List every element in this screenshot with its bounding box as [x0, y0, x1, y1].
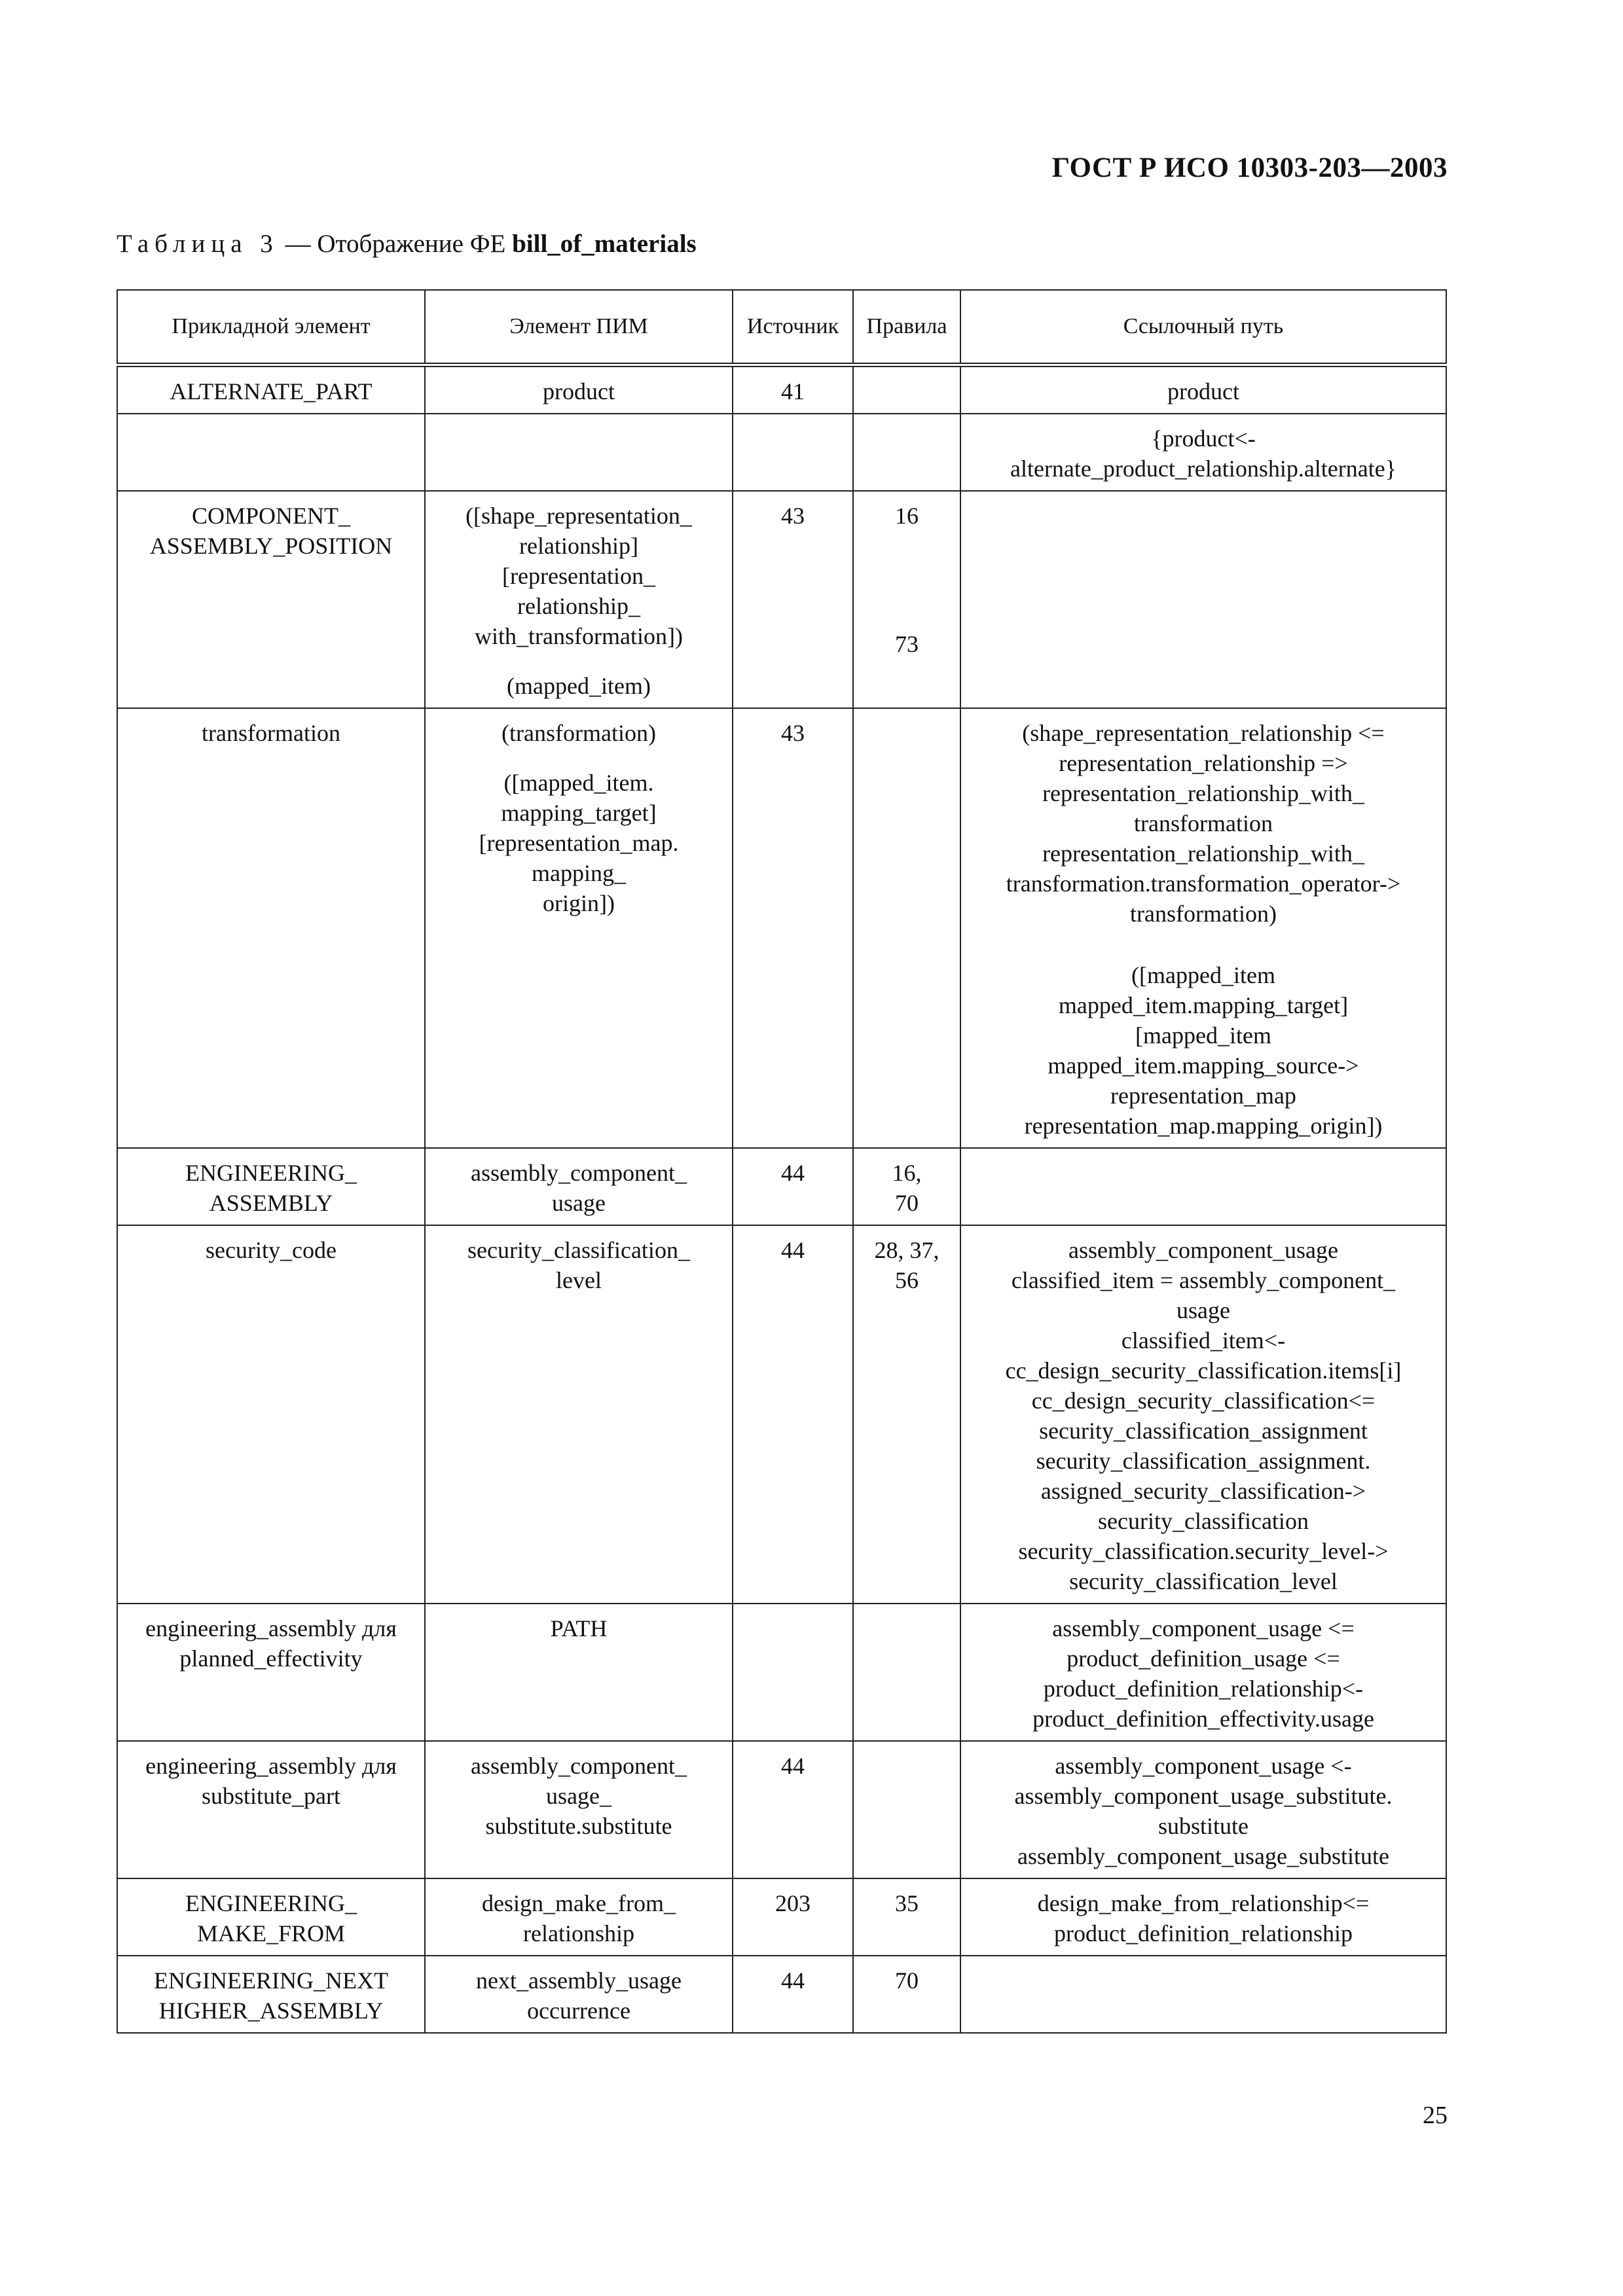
cell-line: {product<-: [1151, 425, 1256, 452]
cell-line: 44: [781, 1237, 805, 1263]
cell-line: 44: [781, 1753, 805, 1779]
cell-line: transformation): [1130, 901, 1277, 927]
cell-applied-element: [117, 491, 425, 708]
cell-line: ENGINEERING_: [185, 1160, 357, 1186]
cell-line: design_make_from_: [482, 1890, 676, 1916]
line-spacer: [860, 609, 953, 629]
cell-aim-element: [425, 1956, 733, 2033]
cell-line: 70: [895, 1190, 919, 1216]
table-row: [117, 1956, 1446, 2033]
cell-line: assembly_component_: [471, 1753, 687, 1779]
cell-line: product_definition_relationship<-: [1043, 1676, 1364, 1702]
line-spacer: [432, 748, 725, 768]
cell-line: [mapped_item: [1135, 1022, 1271, 1049]
cell-applied-element: [117, 1956, 425, 2033]
cell-line: 28, 37,: [874, 1237, 939, 1263]
line-spacer: [860, 590, 953, 609]
caption-table-name: bill_of_materials: [512, 230, 697, 258]
cell-line: PATH: [550, 1615, 608, 1641]
cell-aim-element: [425, 1148, 733, 1225]
cell-source: [733, 1741, 853, 1878]
cell-applied-element: [117, 1878, 425, 1956]
cell-aim-element: [425, 1225, 733, 1604]
table-row: [117, 1604, 1446, 1741]
column-header: Правила: [853, 290, 960, 365]
cell-line: relationship: [523, 1920, 634, 1946]
cell-reference-path: [960, 1741, 1446, 1878]
cell-reference-path: [960, 1148, 1446, 1225]
document-header: ГОСТ Р ИСО 10303-203—2003: [1051, 152, 1448, 183]
cell-line: 43: [781, 503, 805, 529]
cell-line: assembly_component_usage: [1068, 1237, 1338, 1263]
caption-dash: — Отображение ФЕ: [278, 230, 513, 258]
cell-source: [733, 1956, 853, 2033]
cell-line: [representation_: [502, 563, 655, 589]
cell-line: representation_map.mapping_origin]): [1024, 1113, 1383, 1139]
cell-line: substitute: [1158, 1813, 1249, 1839]
cell-reference-path: [960, 365, 1446, 414]
cell-reference-path: [960, 1878, 1446, 1956]
cell-rules: [853, 1741, 960, 1878]
cell-line: classified_item<-: [1121, 1327, 1286, 1354]
line-spacer: [968, 929, 1439, 960]
cell-line: 70: [895, 1967, 919, 1994]
line-spacer: [432, 651, 725, 671]
cell-line: assembly_component_usage <=: [1052, 1615, 1355, 1641]
cell-applied-element: [117, 1148, 425, 1225]
cell-aim-element: [425, 1878, 733, 1956]
cell-line: substitute.substitute: [485, 1813, 672, 1839]
mapping-table: [117, 289, 1447, 2034]
cell-line: ENGINEERING_NEXT: [154, 1967, 388, 1994]
cell-line: usage: [552, 1190, 606, 1216]
table-caption: [117, 229, 697, 259]
cell-line: mapped_item.mapping_target]: [1058, 992, 1349, 1018]
cell-line: ([mapped_item: [1131, 962, 1275, 988]
cell-line: ASSEMBLY: [209, 1190, 333, 1216]
cell-line: security_classification_: [467, 1237, 690, 1263]
cell-source: [733, 414, 853, 491]
cell-line: security_classification_assignment: [1039, 1418, 1368, 1444]
cell-line: security_classification_level: [1069, 1568, 1338, 1594]
cell-aim-element: [425, 491, 733, 708]
cell-rules: [853, 1956, 960, 2033]
cell-source: [733, 1604, 853, 1741]
cell-aim-element: [425, 708, 733, 1148]
cell-line: product_definition_usage <=: [1067, 1645, 1340, 1672]
cell-line: origin]): [543, 890, 615, 916]
cell-line: security_code: [206, 1237, 337, 1263]
cell-line: 73: [895, 631, 919, 657]
cell-line: (transformation): [501, 720, 656, 746]
cell-applied-element: [117, 365, 425, 414]
cell-applied-element: [117, 1604, 425, 1741]
cell-source: [733, 1878, 853, 1956]
table-row: [117, 1741, 1446, 1878]
cell-line: product: [1167, 378, 1239, 404]
cell-line: usage: [1176, 1297, 1230, 1323]
cell-line: transformation: [1134, 810, 1273, 836]
cell-rules: [853, 708, 960, 1148]
cell-applied-element: [117, 708, 425, 1148]
cell-line: security_classification: [1098, 1508, 1309, 1534]
cell-line: product_definition_relationship: [1054, 1920, 1353, 1946]
table-row: [117, 1225, 1446, 1604]
cell-line: cc_design_security_classification.items[i]: [1005, 1357, 1402, 1384]
cell-line: mapped_item.mapping_source->: [1048, 1052, 1359, 1079]
cell-aim-element: [425, 1604, 733, 1741]
cell-line: 44: [781, 1967, 805, 1994]
cell-reference-path: [960, 708, 1446, 1148]
cell-rules: [853, 1604, 960, 1741]
cell-line: relationship_: [517, 593, 640, 619]
cell-line: product: [543, 378, 615, 404]
cell-line: ENGINEERING_: [185, 1890, 357, 1916]
cell-reference-path: [960, 414, 1446, 491]
cell-source: [733, 365, 853, 414]
cell-aim-element: [425, 414, 733, 491]
table-row: [117, 1878, 1446, 1956]
cell-line: ASSEMBLY_POSITION: [149, 533, 393, 559]
cell-line: next_assembly_usage: [476, 1967, 682, 1994]
cell-line: ([mapped_item.: [503, 770, 654, 796]
line-spacer: [860, 570, 953, 590]
cell-line: assembly_component_usage_substitute.: [1014, 1783, 1393, 1809]
cell-line: COMPONENT_: [191, 503, 350, 529]
cell-line: 203: [775, 1890, 811, 1916]
cell-rules: [853, 365, 960, 414]
cell-line: HIGHER_ASSEMBLY: [158, 1998, 384, 2024]
column-header: Источник: [733, 290, 853, 365]
cell-line: 43: [781, 720, 805, 746]
cell-line: engineering_assembly для: [145, 1615, 397, 1641]
cell-line: 16,: [892, 1160, 922, 1186]
cell-line: product_definition_effectivity.usage: [1032, 1706, 1374, 1732]
cell-line: occurrence: [527, 1998, 630, 2024]
page-number: 25: [1423, 2102, 1448, 2129]
cell-line: relationship]: [519, 533, 638, 559]
cell-reference-path: [960, 1225, 1446, 1604]
column-header: Ссылочный путь: [960, 290, 1446, 365]
cell-line: MAKE_FROM: [196, 1920, 346, 1946]
cell-line: usage_: [546, 1783, 611, 1809]
cell-source: [733, 1148, 853, 1225]
cell-line: planned_effectivity: [179, 1645, 363, 1672]
cell-line: assembly_component_usage_substitute: [1017, 1843, 1389, 1869]
table-row: [117, 491, 1446, 708]
cell-line: mapping_target]: [501, 800, 657, 826]
cell-line: 56: [895, 1267, 919, 1293]
cell-line: 44: [781, 1160, 805, 1186]
cell-rules: [853, 414, 960, 491]
cell-reference-path: [960, 1956, 1446, 2033]
cell-line: level: [556, 1267, 602, 1293]
cell-line: assigned_security_classification->: [1040, 1478, 1366, 1504]
cell-line: mapping_: [532, 860, 626, 886]
cell-line: with_transformation]): [475, 623, 683, 649]
cell-line: representation_map: [1110, 1083, 1296, 1109]
cell-line: alternate_product_relationship.alternate}: [1010, 456, 1397, 482]
cell-reference-path: [960, 491, 1446, 708]
cell-source: [733, 708, 853, 1148]
cell-line: 41: [781, 378, 805, 404]
column-header: Элемент ПИМ: [425, 290, 733, 365]
cell-line: assembly_component_usage <-: [1055, 1753, 1352, 1779]
cell-line: [representation_map.: [479, 830, 679, 856]
cell-line: security_classification.security_level->: [1018, 1538, 1389, 1564]
cell-line: representation_relationship_with_: [1042, 780, 1364, 806]
line-spacer: [860, 531, 953, 550]
cell-line: representation_relationship_with_: [1042, 840, 1364, 867]
cell-line: (mapped_item): [507, 673, 651, 699]
cell-rules: [853, 491, 960, 708]
cell-line: (shape_representation_relationship <=: [1022, 720, 1385, 746]
cell-rules: [853, 1148, 960, 1225]
cell-line: transformation.transformation_operator->: [1006, 870, 1401, 897]
cell-line: transformation: [202, 720, 340, 746]
cell-aim-element: [425, 365, 733, 414]
cell-applied-element: [117, 1225, 425, 1604]
cell-line: 35: [895, 1890, 919, 1916]
cell-aim-element: [425, 1741, 733, 1878]
cell-line: engineering_assembly для: [145, 1753, 397, 1779]
cell-source: [733, 1225, 853, 1604]
table-row: [117, 1148, 1446, 1225]
cell-line: classified_item = assembly_component_: [1011, 1267, 1396, 1293]
cell-reference-path: [960, 1604, 1446, 1741]
table-row: [117, 365, 1446, 414]
column-header: Прикладной элемент: [117, 290, 425, 365]
cell-source: [733, 491, 853, 708]
table-header-row: [117, 290, 1446, 365]
cell-applied-element: [117, 1741, 425, 1878]
cell-rules: [853, 1878, 960, 1956]
line-spacer: [860, 550, 953, 570]
cell-line: cc_design_security_classification<=: [1031, 1388, 1376, 1414]
cell-line: substitute_part: [202, 1783, 340, 1809]
cell-line: representation_relationship =>: [1059, 750, 1348, 776]
cell-applied-element: [117, 414, 425, 491]
cell-line: ALTERNATE_PART: [170, 378, 373, 404]
cell-line: ([shape_representation_: [465, 503, 692, 529]
table-row: [117, 414, 1446, 491]
caption-label: Таблица 3: [117, 230, 279, 258]
cell-rules: [853, 1225, 960, 1604]
cell-line: design_make_from_relationship<=: [1037, 1890, 1370, 1916]
table-row: [117, 708, 1446, 1148]
cell-line: assembly_component_: [471, 1160, 687, 1186]
table-body: [117, 365, 1446, 2034]
cell-line: security_classification_assignment.: [1036, 1448, 1371, 1474]
cell-line: 16: [895, 503, 919, 529]
